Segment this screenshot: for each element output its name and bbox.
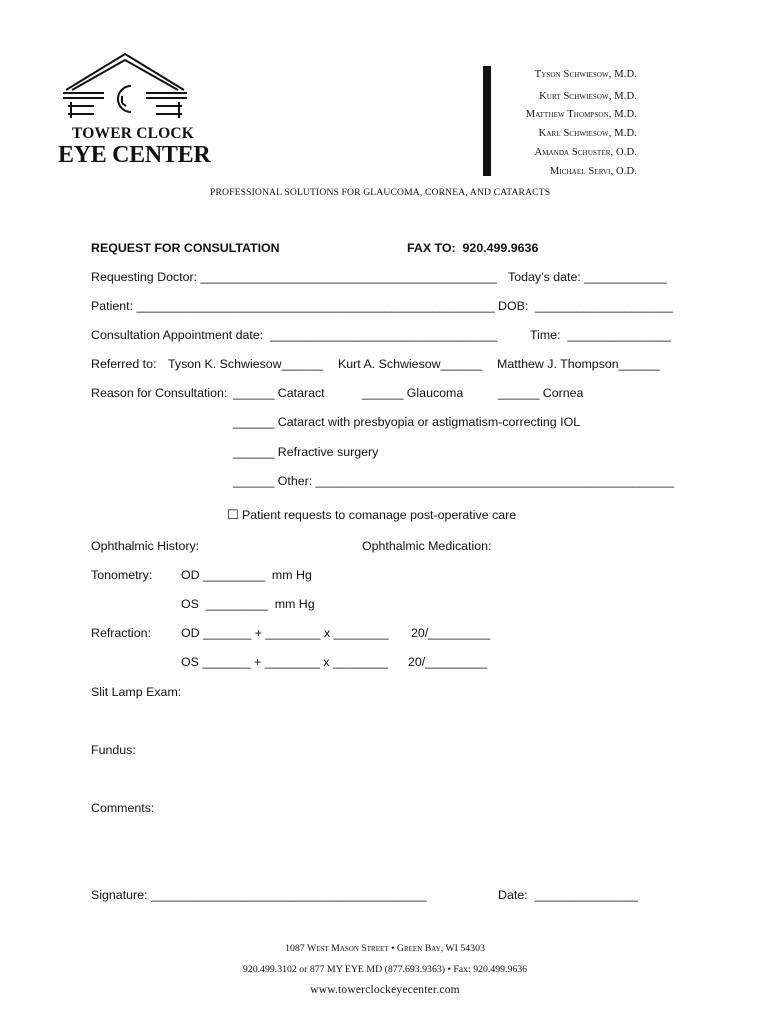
patient-field[interactable]: Patient: ____________________________________________________ — [91, 299, 495, 313]
consultation-date-field[interactable]: Consultation Appointment date: _________________________________ — [91, 328, 498, 342]
tonometry-os-field[interactable]: OS _________ mm Hg — [181, 597, 315, 611]
doctor-item: Karl Schwiesow, M.D. — [538, 128, 637, 139]
footer-street: 1087 West Mason Street — [285, 943, 389, 954]
tonometry-od-field[interactable]: OD _________ mm Hg — [181, 568, 312, 582]
tonometry-label: Tonometry: — [91, 568, 153, 582]
dob-field[interactable]: DOB: ____________________ — [498, 299, 673, 313]
fundus-label: Fundus: — [91, 743, 136, 757]
refraction-label: Refraction: — [91, 626, 151, 640]
refraction-od-field[interactable]: OD _______ + ________ x ________ — [181, 626, 389, 640]
reason-iol-field[interactable]: ______ Cataract with presbyopia or astigmatism-correcting IOL — [233, 415, 581, 429]
refraction-os-acuity-field[interactable]: 20/_________ — [408, 655, 488, 669]
signature-date-field[interactable]: Date: _______________ — [498, 888, 638, 902]
refraction-od-acuity-field[interactable]: 20/_________ — [411, 626, 491, 640]
todays-date-field[interactable]: Today’s date: ____________ — [508, 270, 667, 284]
ophthalmic-medication-label: Ophthalmic Medication: — [362, 539, 492, 553]
fax-number: FAX TO: 920.499.9636 — [407, 241, 539, 255]
reason-refractive-field[interactable]: ______ Refractive surgery — [233, 445, 379, 459]
doctor-item: Tyson Schwiesow, M.D. — [534, 69, 637, 80]
ophthalmic-history-label: Ophthalmic History: — [91, 539, 200, 553]
reason-label: Reason for Consultation: — [91, 386, 228, 400]
referred-to-kurt-field[interactable]: Kurt A. Schwiesow______ — [338, 357, 482, 371]
referred-to-tyson-field[interactable]: Tyson K. Schwiesow______ — [168, 357, 323, 371]
header-divider-bar — [483, 66, 491, 176]
reason-glaucoma-field[interactable]: ______ Glaucoma — [362, 386, 464, 400]
form-title: REQUEST FOR CONSULTATION — [91, 241, 280, 255]
requesting-doctor-field[interactable]: Requesting Doctor: ___________________________________________ — [91, 270, 497, 284]
footer-address — [0, 943, 770, 954]
logo-line-2: EYE CENTER — [58, 142, 211, 168]
practice-tagline: PROFESSIONAL SOLUTIONS FOR GLAUCOMA, CORNEA, AND CATARACTS — [210, 187, 551, 198]
footer-phones: 920.499.3102 or 877 MY EYE MD (877.693.9363) • Fax: 920.499.9636 — [242, 964, 528, 975]
footer-website-link[interactable]: www.towerclockeyecenter.com — [310, 984, 460, 996]
footer-bullet: • — [388, 943, 397, 954]
refraction-os-field[interactable]: OS _______ + ________ x ________ — [181, 655, 389, 669]
doctor-item: Matthew Thompson, M.D. — [525, 109, 637, 120]
doctor-item: Amanda Schuster, O.D. — [534, 147, 637, 158]
reason-cornea-field[interactable]: ______ Cornea — [498, 386, 584, 400]
tower-clock-logo-icon — [58, 50, 198, 122]
logo-line-1: TOWER CLOCK — [72, 125, 195, 142]
time-field[interactable]: Time: _______________ — [530, 328, 671, 342]
referred-to-matthew-field[interactable]: Matthew J. Thompson______ — [497, 357, 661, 371]
doctor-item: Michael Servi, O.D. — [549, 166, 637, 177]
reason-cataract-field[interactable]: ______ Cataract — [233, 386, 325, 400]
slit-lamp-label: Slit Lamp Exam: — [91, 685, 182, 699]
doctor-item: Kurt Schwiesow, M.D. — [539, 91, 637, 102]
comanage-checkbox[interactable]: ☐ — [227, 507, 239, 522]
signature-field[interactable]: Signature: ________________________________________ — [91, 888, 427, 902]
comments-label: Comments: — [91, 801, 155, 815]
comanage-label: Patient requests to comanage post-operative care — [242, 508, 517, 522]
footer-city: Green Bay, WI 54303 — [396, 943, 485, 954]
referred-to-label: Referred to: — [91, 357, 157, 371]
reason-other-field[interactable]: ______ Other: ____________________________________________________ — [233, 474, 674, 488]
